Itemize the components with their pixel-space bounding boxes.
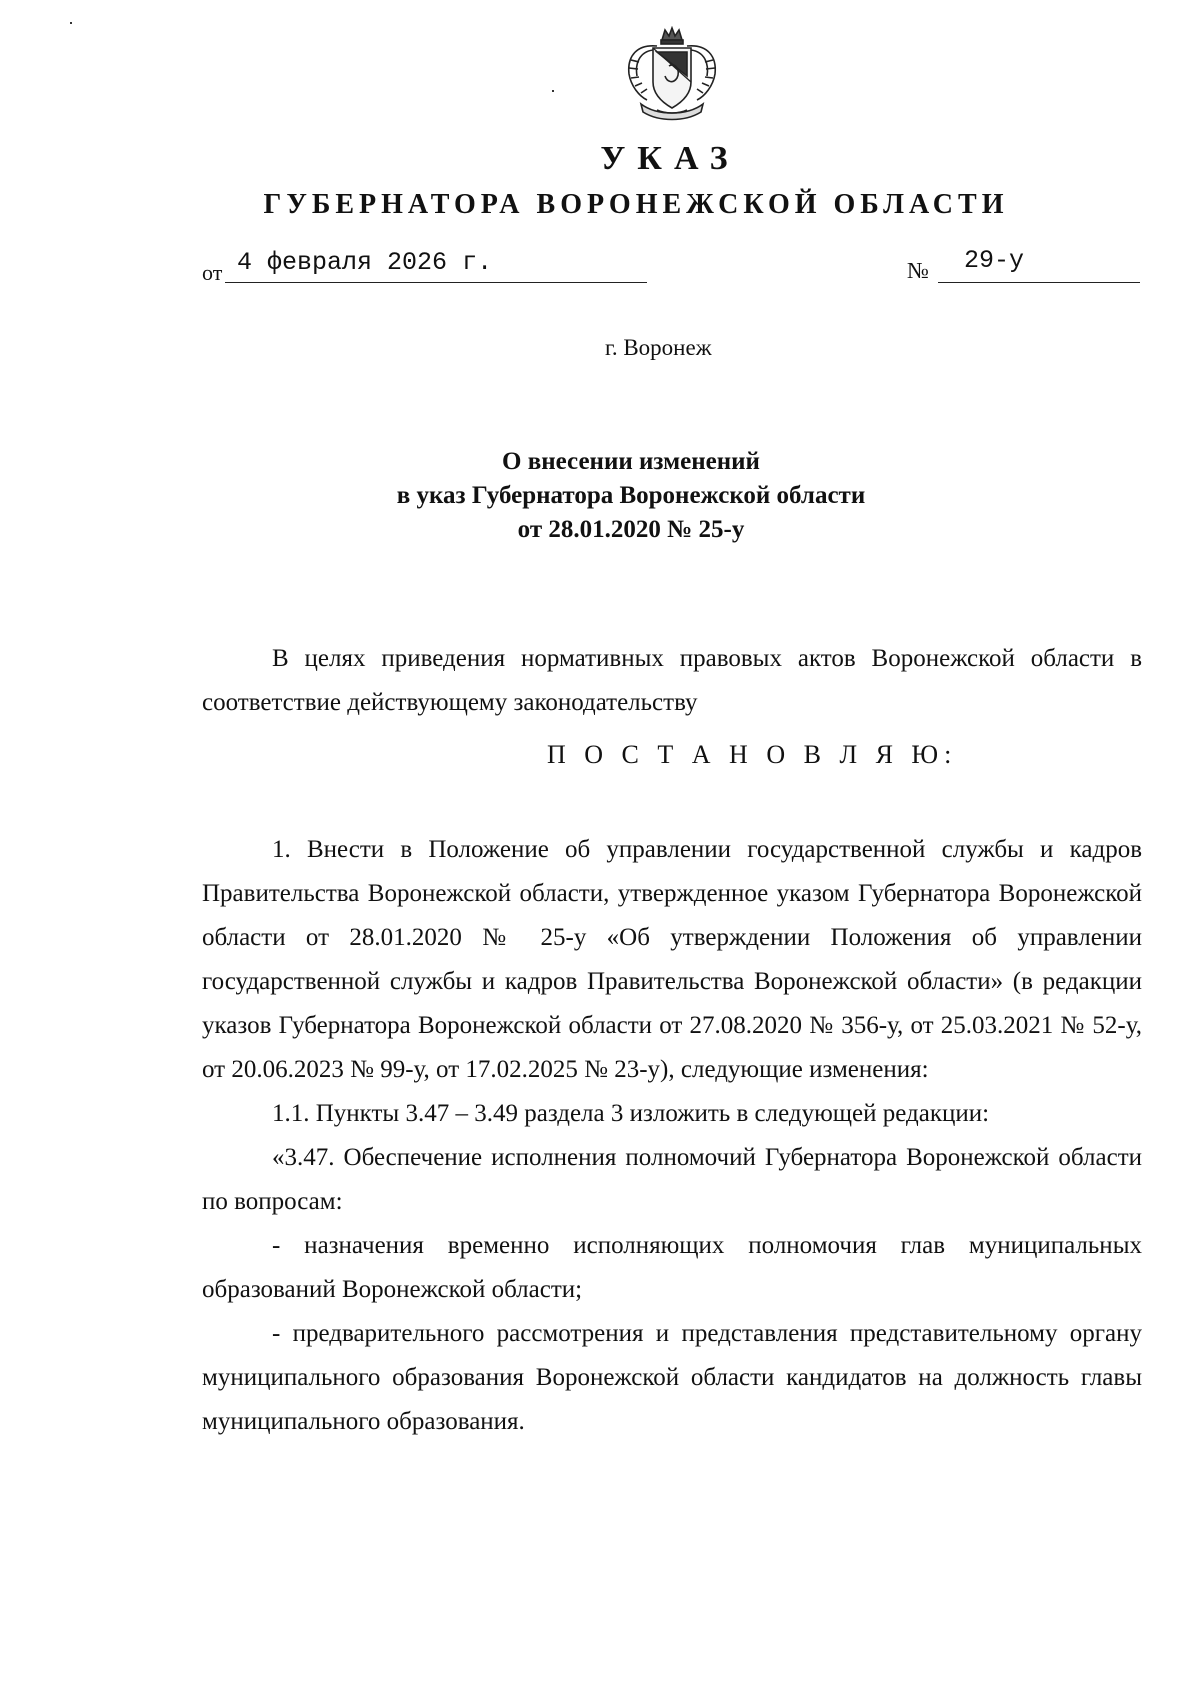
document-title: УКАЗ bbox=[600, 140, 740, 177]
subject-line: в указ Губернатора Воронежской области bbox=[396, 482, 866, 509]
scan-speck bbox=[70, 22, 72, 24]
document-date bbox=[237, 248, 492, 277]
bullet-item: - предварительного рассмотрения и представления представительному органу муниципального образования Воронежской области кандидатов на должность главы муниципального образования. bbox=[202, 1320, 1142, 1435]
number-label: № bbox=[907, 258, 929, 283]
date-number-row bbox=[202, 248, 1158, 288]
paragraph-1: 1. Внести в Положение об управлении государственной службы и кадров Правительства Воронежской области, утвержденное указом Губернатора Воронежской области от 28.01.2020 № 25-у «Об утверждении Положения об управлении государственной службы и кадров Правительства Воронежской области» (в редакции указов Губернатора Воронежской области от 27.08.2020 № 356-у, от 25.03.2021 № 52-у, от 20.06.2023 № 99-у, от 17.02.2025 № 23-у), следующие изменения: bbox=[202, 836, 1142, 1083]
intro-paragraph bbox=[202, 637, 1142, 725]
year-suffix: г. bbox=[462, 248, 493, 277]
paragraph-1-1: 1.1. Пункты 3.47 – 3.49 раздела 3 изложить в следующей редакции: bbox=[272, 1100, 990, 1127]
date-underline bbox=[225, 282, 647, 283]
date-text: 4 февраля 2026 bbox=[237, 248, 448, 277]
main-body bbox=[202, 828, 1142, 1444]
document-number: 29-у bbox=[964, 246, 1025, 275]
document-subject bbox=[0, 445, 1200, 547]
bullet-item: - назначения временно исполняющих полномочия глав муниципальных образований Воронежской области; bbox=[202, 1232, 1142, 1303]
voronezh-coat-of-arms-icon bbox=[617, 26, 727, 126]
subject-line: О внесении изменений bbox=[502, 448, 760, 475]
scan-speck bbox=[552, 90, 554, 92]
subject-line: от 28.01.2020 № 25-у bbox=[517, 516, 745, 543]
city-name: г. Воронеж bbox=[605, 335, 712, 360]
paragraph-3-47: «3.47. Обеспечение исполнения полномочий Губернатора Воронежской области по вопросам: bbox=[202, 1144, 1142, 1215]
number-underline bbox=[938, 282, 1140, 283]
decree-word: П О С Т А Н О В Л Я Ю: bbox=[547, 740, 958, 769]
intro-text: В целях приведения нормативных правовых актов Воронежской области в соответствие действующему законодательству bbox=[202, 645, 1142, 716]
document-subtitle: ГУБЕРНАТОРА ВОРОНЕЖСКОЙ ОБЛАСТИ bbox=[263, 189, 1009, 220]
from-label: от bbox=[202, 260, 223, 285]
